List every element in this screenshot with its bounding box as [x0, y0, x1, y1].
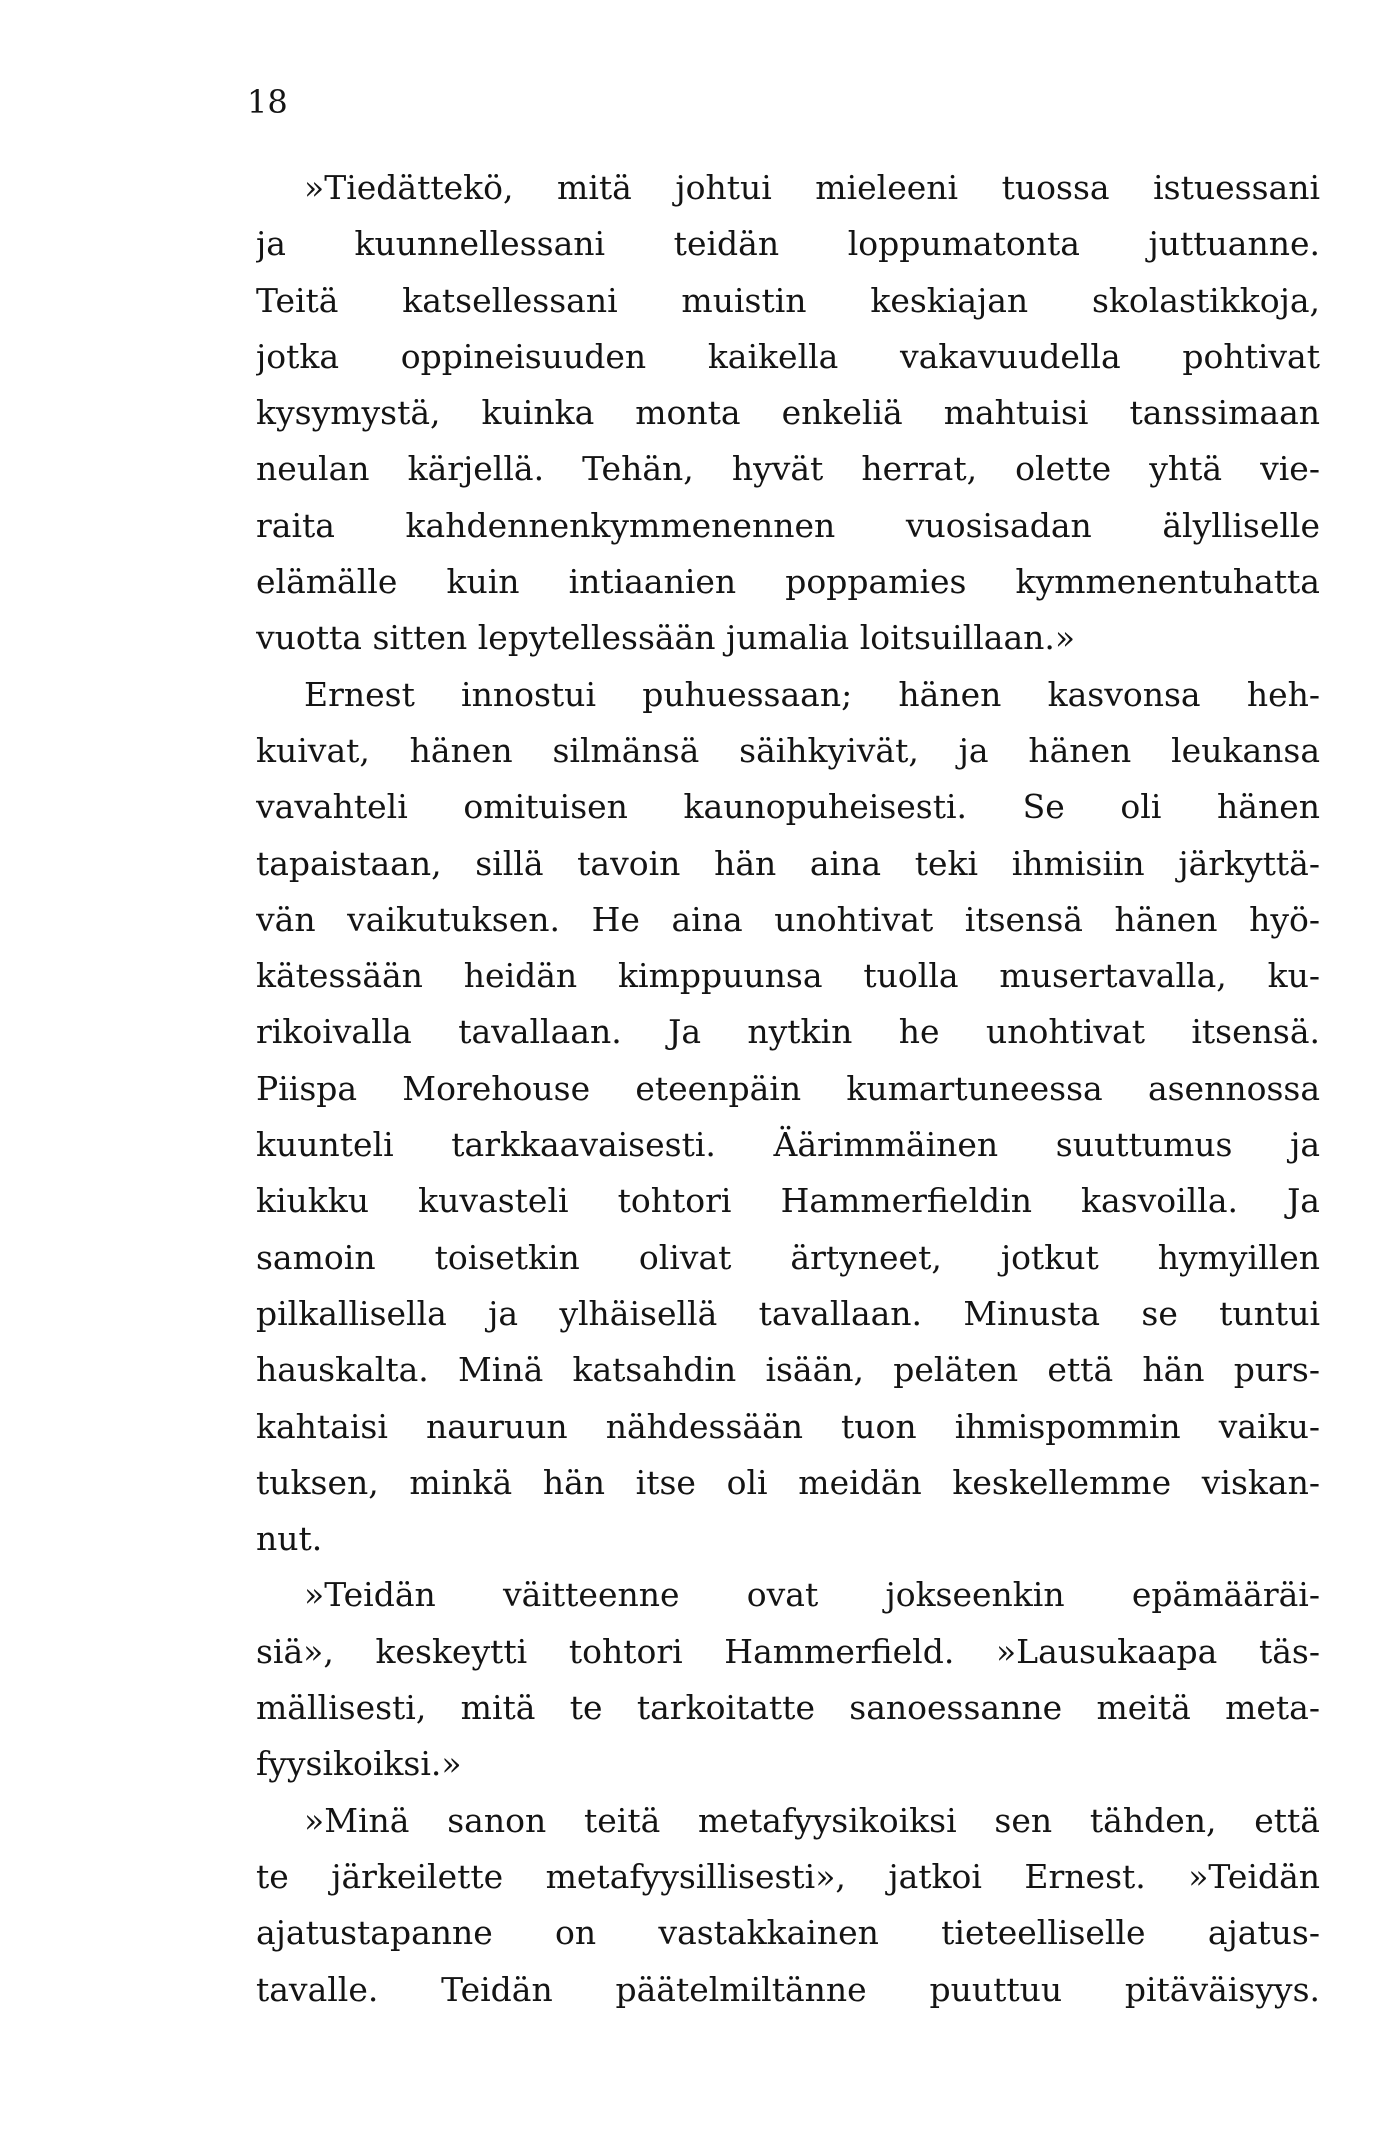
text-line: kätessään heidän kimppuunsa tuolla musertavalla, ku-: [256, 956, 1320, 996]
page-number: 18: [247, 83, 288, 121]
text-line: nut.: [256, 1519, 323, 1559]
text-line: »Minä sanon teitä metafyysikoiksi sen tähden, että: [304, 1800, 1320, 1840]
text-line: rikoivalla tavallaan. Ja nytkin he unohtivat itsensä.: [256, 1012, 1320, 1052]
text-line: fyysikoiksi.»: [256, 1744, 462, 1784]
text-line: »Tiedättekö, mitä johtui mieleeni tuossa istuessani: [304, 168, 1320, 207]
text-line: vavahteli omituisen kaunopuheisesti. Se oli hänen: [256, 787, 1320, 827]
text-line: neulan kärjellä. Tehän, hyvät herrat, olette yhtä vie-: [256, 449, 1320, 489]
text-line: tapaistaan, sillä tavoin hän aina teki ihmisiin järkyttä-: [256, 843, 1320, 883]
text-line: vuotta sitten lepytellessään jumalia loitsuillaan.»: [256, 618, 1076, 658]
text-line: Teitä katsellessani muistin keskiajan skolastikkoja,: [256, 280, 1320, 320]
text-line: kuivat, hänen silmänsä säihkyivät, ja hänen leukansa: [256, 730, 1320, 770]
text-line: ajatustapanne on vastakkainen tieteelliselle ajatus-: [256, 1913, 1320, 1953]
text-line: kuunteli tarkkaavaisesti. Äärimmäinen suuttumus ja: [256, 1125, 1320, 1165]
text-line: Piispa Morehouse eteenpäin kumartuneessa asennossa: [256, 1068, 1320, 1108]
text-line: kiukku kuvasteli tohtori Hammerfieldin kasvoilla. Ja: [256, 1181, 1320, 1221]
text-line: kysymystä, kuinka monta enkeliä mahtuisi tanssimaan: [256, 393, 1320, 433]
text-line: mällisesti, mitä te tarkoitatte sanoessanne meitä meta-: [256, 1688, 1320, 1728]
text-line: ja kuunnellessani teidän loppumatonta juttuanne.: [256, 224, 1320, 264]
text-line: pilkallisella ja ylhäisellä tavallaan. Minusta se tuntui: [256, 1293, 1320, 1333]
text-line: hauskalta. Minä katsahdin isään, peläten että hän purs-: [256, 1350, 1320, 1390]
text-line: Ernest innostui puhuessaan; hänen kasvonsa heh-: [304, 674, 1320, 714]
text-line: te järkeilette metafyysillisesti», jatkoi Ernest. »Teidän: [256, 1856, 1320, 1896]
text-line: tavalle. Teidän päätelmiltänne puuttuu pitäväisyys.: [256, 1969, 1320, 2009]
text-line: samoin toisetkin olivat ärtyneet, jotkut hymyillen: [256, 1237, 1320, 1277]
text-line: kahtaisi nauruun nähdessään tuon ihmispommin vaiku-: [256, 1406, 1320, 1446]
text-line: raita kahdennenkymmenennen vuosisadan älylliselle: [256, 505, 1320, 545]
text-line: tuksen, minkä hän itse oli meidän keskellemme viskan-: [256, 1462, 1320, 1502]
text-line: »Teidän väitteenne ovat jokseenkin epämääräi-: [304, 1575, 1320, 1615]
text-line: jotka oppineisuuden kaikella vakavuudella pohtivat: [256, 336, 1320, 376]
text-line: siä», keskeytti tohtori Hammerfield. »Lausukaapa täs-: [256, 1631, 1320, 1671]
body-text: [256, 160, 1320, 2018]
text-line: elämälle kuin intiaanien poppamies kymmenentuhatta: [256, 562, 1320, 602]
text-line: vän vaikutuksen. He aina unohtivat itsensä hänen hyö-: [256, 899, 1320, 939]
